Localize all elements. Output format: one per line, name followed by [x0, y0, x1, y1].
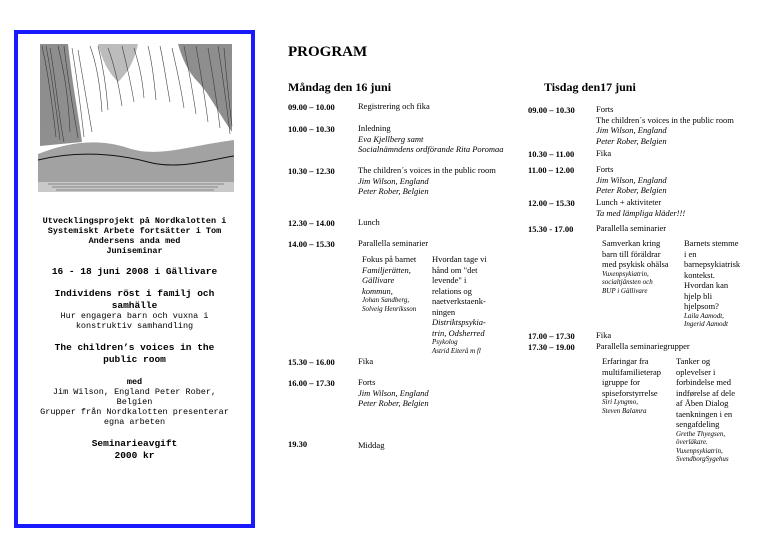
program-title: PROGRAM	[288, 44, 368, 60]
fee-block: Seminarieavgift 2000 kr	[91, 438, 178, 461]
tue-time: 12.00 – 15.30	[528, 198, 575, 208]
mon-item: Forts Jim Wilson, England Peter Rober, Belgien	[358, 377, 429, 408]
tue-item: Lunch + aktiviteter Ta med lämpliga kläder!!!	[596, 197, 686, 218]
tue-time: 17.00 – 17.30	[528, 331, 575, 341]
tue-item: Fika	[596, 148, 612, 158]
mon-time: 12.30 – 14.00	[288, 218, 335, 228]
tue-time: 10.30 – 11.00	[528, 149, 575, 159]
mon-time: 16.00 – 17.30	[288, 378, 335, 388]
groups-text: Grupper från Nordkalotten presenterar egna arbeten	[40, 407, 229, 427]
tue-time: 15.30 - 17.00	[528, 224, 574, 234]
seminar-block: Fokus på barnet Familjerätten, Gällivare kommun, Johan Sandberg, Solveig Henriksson	[362, 254, 417, 313]
mon-time: 14.00 – 15.30	[288, 239, 335, 249]
seminar-block: Samverkan kring barn till föräldrar med psykisk ohälsa Vuxenpsykiatrin, socialtjänsten och BUP i Gällivare	[602, 238, 669, 295]
seminar-block: Erfaringar fra multifamilieterap igruppe for spiseforstyrrelse Siri Lyngmo, Steven Balamra	[602, 356, 662, 415]
mon-item: The children´s voices in the public room Jim Wilson, England Peter Rober, Belgien	[358, 165, 496, 196]
project-title: Utvecklingsprojekt på Nordkalotten i Systemiskt Arbete fortsätter i Tom Andersens anda med Juniseminar	[42, 216, 227, 256]
mon-time: 19.30	[288, 439, 308, 449]
tue-item: Parallella seminarier	[596, 223, 667, 233]
tue-time: 17.30 – 19.00	[528, 342, 575, 352]
landscape-sketch	[38, 42, 234, 204]
med-label: med	[126, 377, 143, 387]
seminar-block: Tanker og oplevelser i forbindelse med indførelse af dele af Åben Dialog taenkningen i en sengafdeling Grethe Thyegsen, överläkare. Vuxenpsykiatrin, SvendborgSygehus	[676, 356, 735, 463]
mon-item: Fika	[358, 356, 374, 366]
theme-subtitle: Hur engagera barn och vuxna i konstruktiv samhandling	[60, 311, 209, 331]
seminar-block: Hvordan tage vi hånd om "det levende" i relations og naetverkstaenk- ningen Distriktspsykia- trin, Odsherred Psykolog Astrid Eiterå m fl	[432, 254, 487, 355]
mon-item: Registrering och fika	[358, 101, 430, 111]
monday-title: Måndag den 16 juni	[288, 80, 392, 94]
mon-item: Inledning Eva Kjellberg samt Socialnämndens ordförande Rita Poromaa	[358, 123, 504, 154]
mon-item: Lunch	[358, 217, 380, 227]
mon-time: 10.00 – 10.30	[288, 124, 335, 134]
seminar-block: Barnets stemme i en barnepsykiatrisk kontekst. Hvordan kan hjelp bli hjelpsom? Laila Aamodt, Ingerid Aamodt	[684, 238, 741, 328]
speakers: Jim Wilson, England Peter Rober, Belgien	[52, 387, 217, 407]
tue-item: Forts Jim Wilson, England Peter Rober, Belgien	[596, 164, 667, 195]
tue-time: 11.00 – 12.00	[528, 165, 575, 175]
tuesday-title: Tisdag den17 juni	[544, 80, 636, 94]
tue-item: Fika	[596, 330, 612, 340]
mon-time: 10.30 – 12.30	[288, 166, 335, 176]
mon-item: Middag	[358, 440, 385, 450]
talk-title: The children’s voices in the public room	[54, 342, 215, 365]
tue-item: Forts The children´s voices in the public room Jim Wilson, England Peter Rober, Belgien	[596, 104, 734, 146]
mon-time: 15.30 – 16.00	[288, 357, 335, 367]
mon-item: Parallella seminarier	[358, 238, 429, 248]
seminar-dates: 16 - 18 juni 2008 i Gällivare	[51, 266, 218, 277]
mon-time: 09.00 – 10.00	[288, 102, 335, 112]
theme-title: Individens röst i familj och samhälle	[54, 288, 215, 311]
tue-time: 09.00 – 10.30	[528, 105, 575, 115]
tue-item: Parallella seminariegrupper	[596, 341, 690, 351]
